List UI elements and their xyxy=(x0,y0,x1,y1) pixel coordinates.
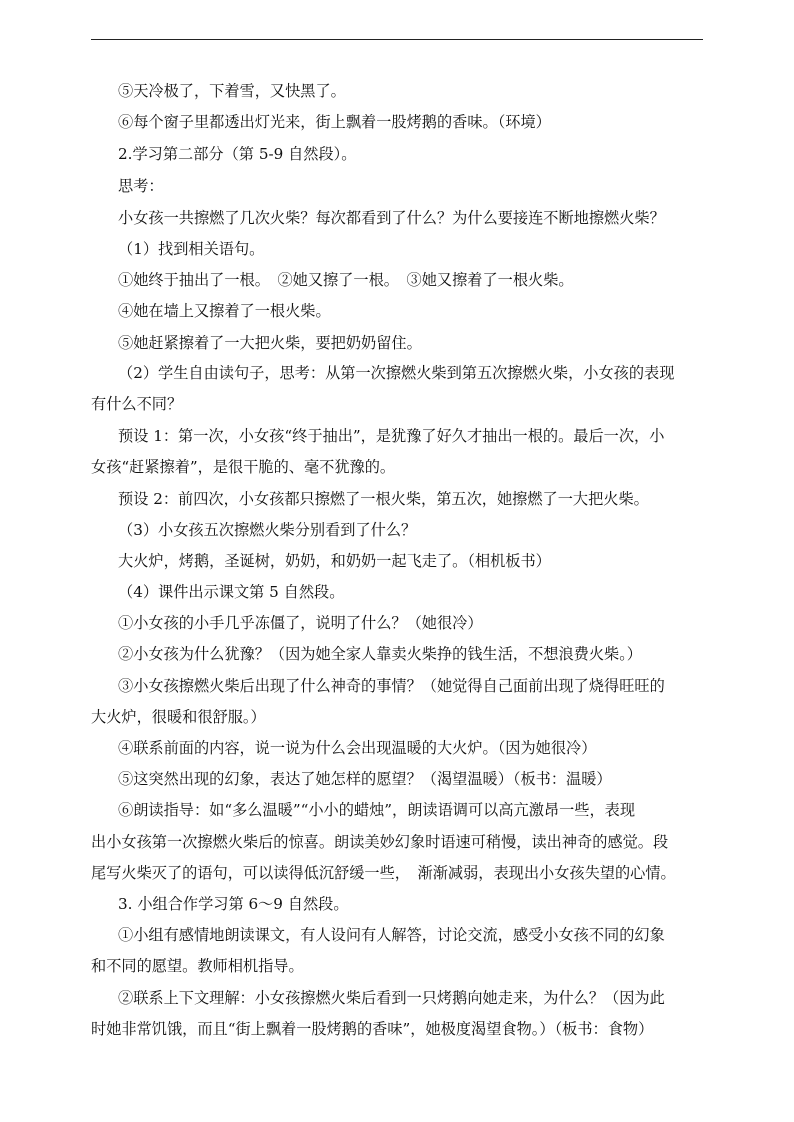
text-line: 尾写火柴灭了的语句，可以读得低沉舒缓一些， 渐渐减弱，表现出小女孩失望的心情。 xyxy=(91,864,676,882)
text-line: ⑥每个窗子里都透出灯光来，街上飘着一股烤鹅的香味。（环境） xyxy=(118,113,551,131)
text-line: ②小女孩为什么犹豫？（因为她全家人靠卖火柴挣的钱生活，不想浪费火柴。） xyxy=(118,645,642,663)
text-line: 思考： xyxy=(118,177,164,195)
text-line: 出小女孩第一次擦燃火柴后的惊喜。朗读美妙幻象时语速可稍慢，读出神奇的感觉。段 xyxy=(91,833,669,851)
text-line: 预设 2：前四次，小女孩都只擦燃了一根火柴，第五次，她擦燃了一大把火柴。 xyxy=(118,490,649,508)
text-line: ①小组有感情地朗读课文，有人设问有人解答，讨论交流，感受小女孩不同的幻象 xyxy=(118,926,665,944)
text-line: 和不同的愿望。教师相机指导。 xyxy=(91,957,304,975)
text-line: 时她非常饥饿，而且“街上飘着一股烤鹅的香味”，她极度渴望食物。）（板书：食物） xyxy=(91,1020,654,1038)
text-line: ⑤她赶紧擦着了一大把火柴，要把奶奶留住。 xyxy=(118,334,422,352)
text-line: （2）学生自由读句子，思考：从第一次擦燃火柴到第五次擦燃火柴，小女孩的表现 xyxy=(118,364,675,382)
text-line: ⑥朗读指导：如“多么温暖”“小小的蜡烛”，朗读语调可以高亢激昂一些，表现 xyxy=(118,801,636,819)
text-line: 预设 1：第一次，小女孩“终于抽出”，是犹豫了好久才抽出一根的。最后一次，小 xyxy=(118,427,665,445)
text-line: ⑤这突然出现的幻象，表达了她怎样的愿望？（渴望温暖）（板书：温暖） xyxy=(118,770,612,788)
text-line: ①她终于抽出了一根。 ②她又擦了一根。 ③她又擦着了一根火柴。 xyxy=(118,271,574,289)
text-line: 大火炉，很暖和很舒服。） xyxy=(91,708,266,726)
section-heading: 2.学习第二部分（第 5-9 自然段）。 xyxy=(118,145,357,163)
text-line: （3）小女孩五次擦燃火柴分别看到了什么？ xyxy=(118,521,417,539)
text-line: ⑤天冷极了，下着雪，又快黑了。 xyxy=(118,82,346,100)
text-line: ④她在墙上又擦着了一根火柴。 xyxy=(118,302,331,320)
text-line: ①小女孩的小手几乎冻僵了，说明了什么？（她很冷） xyxy=(118,614,483,632)
text-line: ④联系前面的内容，说一说为什么会出现温暖的大火炉。（因为她很冷） xyxy=(118,739,597,757)
text-line: ②联系上下文理解：小女孩擦燃火柴后看到一只烤鹅向她走来，为什么？（因为此 xyxy=(118,989,665,1007)
header-rule xyxy=(91,39,703,40)
section-heading: 3. 小组合作学习第 6～9 自然段。 xyxy=(118,895,349,913)
text-line: 女孩“赶紧擦着”，是很干脆的、毫不犹豫的。 xyxy=(91,458,396,476)
text-line: （4）课件出示课文第 5 自然段。 xyxy=(118,583,345,601)
text-line: （1）找到相关语句。 xyxy=(118,240,265,258)
text-line: 有什么不同？ xyxy=(91,395,183,413)
question-line: 小女孩一共擦燃了几次火柴？每次都看到了什么？为什么要接连不断地擦燃火柴？ xyxy=(118,209,665,227)
text-line: ③小女孩擦燃火柴后出现了什么神奇的事情？（她觉得自己面前出现了烧得旺旺的 xyxy=(118,677,665,695)
text-line: 大火炉，烤鹅，圣诞树，奶奶，和奶奶一起飞走了。（相机板书） xyxy=(118,552,551,570)
